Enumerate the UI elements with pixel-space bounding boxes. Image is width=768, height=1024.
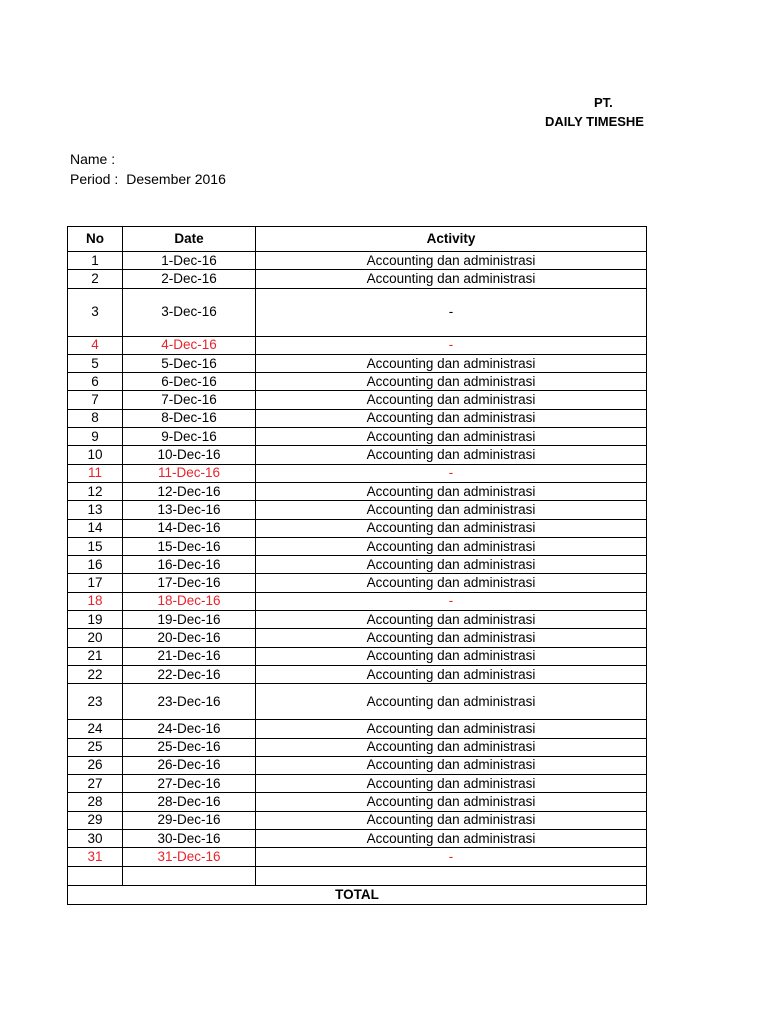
table-row xyxy=(68,391,647,409)
cell-activity: Accounting dan administrasi xyxy=(256,611,647,629)
cell-activity: Accounting dan administrasi xyxy=(256,501,647,519)
table-row xyxy=(68,574,647,592)
table-row xyxy=(68,665,647,683)
blank-cell xyxy=(256,866,647,885)
cell-activity: Accounting dan administrasi xyxy=(256,811,647,829)
cell-activity: Accounting dan administrasi xyxy=(256,537,647,555)
cell-date: 6-Dec-16 xyxy=(123,373,256,391)
cell-no: 28 xyxy=(68,793,123,811)
period-label: Period : xyxy=(70,171,119,187)
cell-date: 27-Dec-16 xyxy=(123,775,256,793)
cell-date: 3-Dec-16 xyxy=(123,288,256,336)
table-row xyxy=(68,848,647,866)
table-row xyxy=(68,684,647,720)
cell-no: 8 xyxy=(68,409,123,427)
cell-no: 10 xyxy=(68,446,123,464)
table-row xyxy=(68,611,647,629)
cell-date: 18-Dec-16 xyxy=(123,592,256,610)
company-name: PT. xyxy=(594,95,613,110)
table-row xyxy=(68,482,647,500)
table-row xyxy=(68,409,647,427)
name-label: Name : xyxy=(70,151,116,167)
cell-date: 13-Dec-16 xyxy=(123,501,256,519)
cell-no: 16 xyxy=(68,556,123,574)
cell-activity: Accounting dan administrasi xyxy=(256,830,647,848)
cell-activity: Accounting dan administrasi xyxy=(256,446,647,464)
cell-activity: Accounting dan administrasi xyxy=(256,391,647,409)
cell-no: 29 xyxy=(68,811,123,829)
cell-date: 10-Dec-16 xyxy=(123,446,256,464)
cell-date: 31-Dec-16 xyxy=(123,848,256,866)
cell-date: 20-Dec-16 xyxy=(123,629,256,647)
cell-date: 11-Dec-16 xyxy=(123,464,256,482)
cell-activity: - xyxy=(256,464,647,482)
column-header-no: No xyxy=(68,227,123,252)
table-row xyxy=(68,720,647,738)
total-row xyxy=(68,885,647,904)
table-row xyxy=(68,629,647,647)
table-row xyxy=(68,793,647,811)
cell-date: 4-Dec-16 xyxy=(123,336,256,354)
cell-no: 9 xyxy=(68,428,123,446)
table-body xyxy=(68,252,647,867)
cell-activity: Accounting dan administrasi xyxy=(256,574,647,592)
cell-date: 26-Dec-16 xyxy=(123,756,256,774)
cell-no: 17 xyxy=(68,574,123,592)
table-row xyxy=(68,288,647,336)
cell-date: 7-Dec-16 xyxy=(123,391,256,409)
table-row xyxy=(68,252,647,270)
cell-no: 18 xyxy=(68,592,123,610)
cell-activity: Accounting dan administrasi xyxy=(256,556,647,574)
cell-no: 2 xyxy=(68,270,123,288)
cell-no: 7 xyxy=(68,391,123,409)
cell-date: 25-Dec-16 xyxy=(123,738,256,756)
cell-date: 1-Dec-16 xyxy=(123,252,256,270)
cell-activity: Accounting dan administrasi xyxy=(256,665,647,683)
cell-date: 22-Dec-16 xyxy=(123,665,256,683)
table-row xyxy=(68,464,647,482)
cell-date: 9-Dec-16 xyxy=(123,428,256,446)
cell-date: 28-Dec-16 xyxy=(123,793,256,811)
cell-date: 30-Dec-16 xyxy=(123,830,256,848)
timesheet-table xyxy=(67,226,647,905)
cell-no: 22 xyxy=(68,665,123,683)
cell-no: 6 xyxy=(68,373,123,391)
cell-date: 23-Dec-16 xyxy=(123,684,256,720)
period-value: Desember 2016 xyxy=(126,171,226,187)
cell-no: 21 xyxy=(68,647,123,665)
cell-activity: Accounting dan administrasi xyxy=(256,252,647,270)
cell-date: 21-Dec-16 xyxy=(123,647,256,665)
cell-no: 5 xyxy=(68,354,123,372)
cell-date: 14-Dec-16 xyxy=(123,519,256,537)
cell-activity: Accounting dan administrasi xyxy=(256,684,647,720)
table-row xyxy=(68,775,647,793)
table-row xyxy=(68,519,647,537)
cell-activity: Accounting dan administrasi xyxy=(256,756,647,774)
cell-activity: Accounting dan administrasi xyxy=(256,647,647,665)
cell-no: 11 xyxy=(68,464,123,482)
cell-no: 31 xyxy=(68,848,123,866)
table-row xyxy=(68,647,647,665)
total-label: TOTAL xyxy=(68,885,647,904)
table-row xyxy=(68,446,647,464)
cell-date: 5-Dec-16 xyxy=(123,354,256,372)
cell-no: 3 xyxy=(68,288,123,336)
table-row xyxy=(68,270,647,288)
cell-date: 24-Dec-16 xyxy=(123,720,256,738)
cell-activity: Accounting dan administrasi xyxy=(256,482,647,500)
cell-no: 26 xyxy=(68,756,123,774)
cell-no: 20 xyxy=(68,629,123,647)
cell-activity: Accounting dan administrasi xyxy=(256,629,647,647)
cell-date: 8-Dec-16 xyxy=(123,409,256,427)
cell-no: 30 xyxy=(68,830,123,848)
blank-cell xyxy=(68,866,123,885)
cell-no: 14 xyxy=(68,519,123,537)
cell-activity: Accounting dan administrasi xyxy=(256,720,647,738)
cell-date: 15-Dec-16 xyxy=(123,537,256,555)
table-row xyxy=(68,428,647,446)
blank-row xyxy=(68,866,647,885)
cell-no: 4 xyxy=(68,336,123,354)
table-row xyxy=(68,336,647,354)
table-row xyxy=(68,354,647,372)
cell-date: 12-Dec-16 xyxy=(123,482,256,500)
cell-activity: Accounting dan administrasi xyxy=(256,775,647,793)
cell-no: 24 xyxy=(68,720,123,738)
table-row xyxy=(68,373,647,391)
cell-activity: Accounting dan administrasi xyxy=(256,793,647,811)
cell-date: 29-Dec-16 xyxy=(123,811,256,829)
name-row xyxy=(70,151,115,167)
period-row xyxy=(70,171,226,187)
sheet-title: DAILY TIMESHE xyxy=(545,114,644,129)
cell-no: 13 xyxy=(68,501,123,519)
cell-activity: - xyxy=(256,336,647,354)
table-row xyxy=(68,537,647,555)
table-row xyxy=(68,556,647,574)
table-row xyxy=(68,501,647,519)
cell-date: 19-Dec-16 xyxy=(123,611,256,629)
cell-no: 15 xyxy=(68,537,123,555)
cell-activity: - xyxy=(256,848,647,866)
table-header-row xyxy=(68,227,647,252)
cell-no: 25 xyxy=(68,738,123,756)
cell-no: 1 xyxy=(68,252,123,270)
cell-no: 23 xyxy=(68,684,123,720)
cell-activity: Accounting dan administrasi xyxy=(256,409,647,427)
table-row xyxy=(68,592,647,610)
table-row xyxy=(68,811,647,829)
cell-activity: Accounting dan administrasi xyxy=(256,428,647,446)
table-row xyxy=(68,830,647,848)
cell-no: 12 xyxy=(68,482,123,500)
table-row xyxy=(68,756,647,774)
cell-activity: Accounting dan administrasi xyxy=(256,270,647,288)
column-header-date: Date xyxy=(123,227,256,252)
table-row xyxy=(68,738,647,756)
cell-no: 19 xyxy=(68,611,123,629)
cell-activity: Accounting dan administrasi xyxy=(256,373,647,391)
cell-date: 17-Dec-16 xyxy=(123,574,256,592)
cell-date: 2-Dec-16 xyxy=(123,270,256,288)
cell-activity: - xyxy=(256,592,647,610)
cell-date: 16-Dec-16 xyxy=(123,556,256,574)
cell-activity: Accounting dan administrasi xyxy=(256,738,647,756)
cell-activity: Accounting dan administrasi xyxy=(256,354,647,372)
cell-no: 27 xyxy=(68,775,123,793)
cell-activity: - xyxy=(256,288,647,336)
cell-activity: Accounting dan administrasi xyxy=(256,519,647,537)
column-header-activity: Activity xyxy=(256,227,647,252)
blank-cell xyxy=(123,866,256,885)
